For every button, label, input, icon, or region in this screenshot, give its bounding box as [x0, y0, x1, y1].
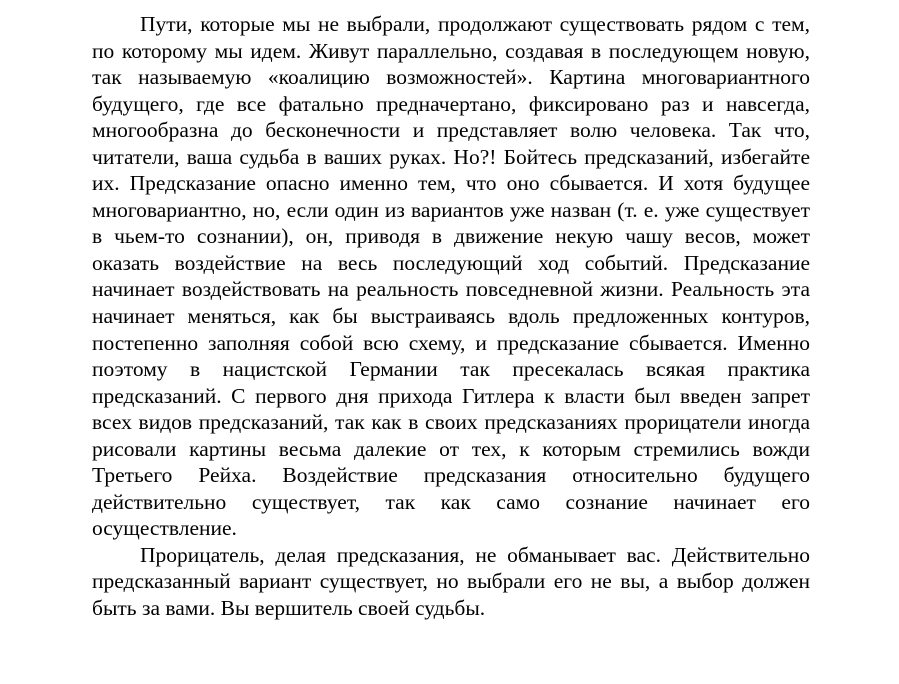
document-page — [92, 11, 810, 622]
paragraph-1: Пути, которые мы не выбрали, продолжают существовать рядом с тем, по которому мы идем. Живут параллельно, создавая в последующем новую, так называемую «коалицию возможностей». Картина многовариантного будущего, где все фатально предначертано, фиксировано раз и навсегда, многообразна до бесконечности и представляет волю человека. Так что, читатели, ваша судьба в ваших руках. Но?! Бойтесь предсказаний, избегайте их. Предсказание опасно именно тем, что оно сбывается. И хотя будущее многовариантно, но, если один из вариантов уже назван (т. е. уже существует в чьем-то сознании), он, приводя в движение некую чашу весов, может оказать воздействие на весь последующий ход событий. Предсказание начинает воздействовать на реальность повседневной жизни. Реальность эта начинает меняться, как бы выстраиваясь вдоль предложенных контуров, постепенно заполняя собой всю схему, и предсказание сбывается. Именно поэтому в нацистской Германии так пресекалась всякая практика предсказаний. С первого дня прихода Гитлера к власти был введен запрет всех видов предсказаний, так как в своих предсказаниях прорицатели иногда рисовали картины весьма далекие от тех, к которым стремились вожди Третьего Рейха. Воздействие предсказания относительно будущего действительно существует, так как само сознание начинает его осуществление. — [92, 12, 810, 541]
paragraph-2: Прорицатель, делая предсказания, не обманывает вас. Действительно предсказанный вариант существует, но выбрали его не вы, а выбор должен быть за вами. Вы вершитель своей судьбы. — [92, 542, 810, 621]
